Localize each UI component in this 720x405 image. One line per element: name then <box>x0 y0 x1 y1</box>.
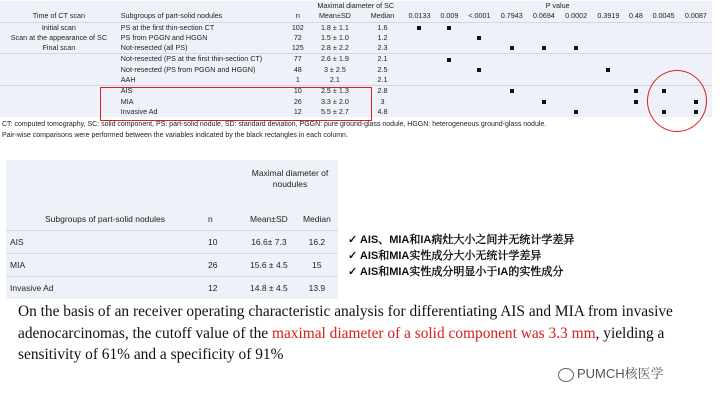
comparison-square-icon <box>574 46 578 50</box>
cell-time <box>0 75 118 86</box>
bottom-cell-sub: MIA <box>6 253 204 276</box>
top-header-row <box>0 11 712 22</box>
cell-comparison-mark <box>436 43 464 54</box>
col-pvalue: 0.3919 <box>592 11 624 22</box>
col-median: Median <box>362 11 404 22</box>
top-table-row <box>0 33 712 43</box>
bottom-cell-median: 16.2 <box>296 230 338 253</box>
cell-comparison-mark <box>436 97 464 107</box>
bottom-cell-n: 26 <box>204 253 242 276</box>
cell-mean: 3 ± 2.5 <box>323 64 346 74</box>
cell-n: 125 <box>287 43 308 54</box>
cell-comparison-mark <box>463 97 495 107</box>
watermark: PUMCH核医学 <box>558 363 664 382</box>
cell-comparison-mark <box>624 43 647 54</box>
cell-comparison-mark <box>528 97 560 107</box>
check-icon: ✓ <box>348 266 358 278</box>
cell-mean: 2.5 ± 1.3 <box>320 86 349 96</box>
cell-time: Scan at the appearance of SC <box>10 32 108 42</box>
cell-median: 3 <box>380 96 385 106</box>
cell-median: 2.1 <box>377 54 388 64</box>
check-icon: ✓ <box>348 234 358 246</box>
cell-comparison-mark <box>647 22 679 33</box>
cell-comparison-mark <box>528 75 560 86</box>
cell-comparison-mark <box>560 97 592 107</box>
top-table-row <box>0 54 712 65</box>
conclusion-paragraph: On the basis of an receiver operating characteristic analysis for differentiating AIS and MIA from invasive adenocarcinomas, the cutoff value of the maximal diameter of a solid component was 3.3 mm, yielding a sensitivity of 61% and a specificity of 91% <box>18 303 673 363</box>
cell-comparison-mark <box>496 97 528 107</box>
bottom-header-row <box>6 190 338 230</box>
cell-median: 4.8 <box>377 106 388 116</box>
col-pvalue: 0.0087 <box>680 11 712 22</box>
bullet-item: ✓ AIS和MIA实性成分大小无统计学差异 <box>348 250 542 262</box>
cell-comparison-mark <box>592 75 624 86</box>
cell-comparison-mark <box>436 107 464 117</box>
highlight-ellipse <box>647 70 707 132</box>
cell-subgroup: AIS <box>120 86 133 96</box>
cell-comparison-mark <box>592 107 624 117</box>
cell-comparison-mark <box>403 43 435 54</box>
cell-comparison-mark <box>463 22 495 33</box>
cell-comparison-mark <box>496 65 528 75</box>
cell-mean: 5.5 ± 2.7 <box>320 106 349 116</box>
cell-comparison-mark <box>436 86 464 97</box>
cell-comparison-mark <box>403 75 435 86</box>
col-pvalue: <.0001 <box>463 11 495 22</box>
col-pvalue: 0.0045 <box>647 11 679 22</box>
cell-comparison-mark <box>496 54 528 65</box>
cell-subgroup: Invasive Ad <box>120 106 158 116</box>
highlight-rectangle <box>100 87 372 121</box>
cell-comparison-mark <box>680 54 712 65</box>
cell-comparison-mark <box>624 75 647 86</box>
footnote-abbreviations: CT: computed tomography, SC: solid component, PS: part-solid nodule, SD: standard deviation, PGGN: pure ground-glass nodule, HGGN: heterogeneous ground-glass nodule. <box>2 121 547 128</box>
cell-comparison-mark <box>436 54 464 65</box>
cell-comparison-mark <box>592 65 624 75</box>
cell-comparison-mark <box>528 43 560 54</box>
bottom-cell-mean: 14.8 ± 4.5 <box>242 276 296 299</box>
cell-comparison-mark <box>647 43 679 54</box>
cell-comparison-mark <box>528 22 560 33</box>
cell-comparison-mark <box>463 107 495 117</box>
bottom-cell-mean: 16.6± 7.3 <box>242 230 296 253</box>
comparison-square-icon <box>510 46 514 50</box>
cell-comparison-mark <box>403 33 435 43</box>
cell-median: 2.8 <box>377 86 388 96</box>
col-pvalue: 0.7943 <box>496 11 528 22</box>
cell-comparison-mark <box>592 97 624 107</box>
cell-n: 12 <box>293 106 302 116</box>
footnote-comparisons: Pair-wise comparisons were performed between the variables indicated by the black rectangles in each column. <box>2 132 348 139</box>
top-table-row <box>0 22 712 33</box>
cell-comparison-mark <box>463 33 495 43</box>
cell-mean: 2.1 <box>308 75 361 86</box>
cell-comparison-mark <box>403 97 435 107</box>
cell-comparison-mark <box>592 22 624 33</box>
cell-mean: 1.5 ± 1.0 <box>320 32 349 42</box>
top-pvalue-header: P value <box>545 1 570 10</box>
cell-comparison-mark <box>528 33 560 43</box>
cell-mean: 3.3 ± 2.0 <box>320 96 349 106</box>
cell-median: 2.5 <box>377 64 388 74</box>
cell-comparison-mark <box>560 33 592 43</box>
top-table-row <box>0 75 712 86</box>
col-pvalue: 0.009 <box>436 11 464 22</box>
cell-comparison-mark <box>463 75 495 86</box>
bottom-table-row <box>6 276 338 299</box>
comparison-square-icon <box>542 100 546 104</box>
cell-comparison-mark <box>680 43 712 54</box>
cell-comparison-mark <box>463 86 495 97</box>
cell-comparison-mark <box>592 86 624 97</box>
cell-comparison-mark <box>624 65 647 75</box>
cell-time: Final scan <box>0 43 118 54</box>
comparison-square-icon <box>634 100 638 104</box>
cell-comparison-mark <box>624 107 647 117</box>
cell-comparison-mark <box>403 107 435 117</box>
cell-subgroup: PS at the first thin-section CT <box>120 22 215 32</box>
bottom-cell-n: 12 <box>204 276 242 299</box>
cell-comparison-mark <box>496 33 528 43</box>
bottom-table <box>6 160 338 299</box>
cell-comparison-mark <box>436 33 464 43</box>
cell-comparison-mark <box>496 22 528 33</box>
cell-comparison-mark <box>496 43 528 54</box>
cell-comparison-mark <box>496 107 528 117</box>
cell-comparison-mark <box>403 65 435 75</box>
bullet-item: ✓ AIS和MIA实性成分明显小于IA的实性成分 <box>348 266 564 278</box>
conclusion-bullets <box>348 232 574 280</box>
cell-time <box>0 65 118 75</box>
cell-time <box>0 54 118 65</box>
comparison-square-icon <box>510 89 514 93</box>
cell-comparison-mark <box>463 54 495 65</box>
cell-comparison-mark <box>560 75 592 86</box>
bottom-table-row <box>6 230 338 253</box>
cell-comparison-mark <box>560 107 592 117</box>
bottom-cell-n: 10 <box>204 230 242 253</box>
cell-subgroup: Not-resected (all PS) <box>118 43 288 54</box>
cell-n: 1 <box>287 75 308 86</box>
cell-time: Initial scan <box>41 22 76 32</box>
col-n: n <box>287 11 308 22</box>
bottom-col-mean: Mean±SD <box>250 213 288 224</box>
cell-comparison-mark <box>592 54 624 65</box>
comparison-square-icon <box>574 110 578 114</box>
cell-comparison-mark <box>436 22 464 33</box>
col-pvalue: 0.48 <box>624 11 647 22</box>
cell-comparison-mark <box>680 33 712 43</box>
bottom-col-median: Median <box>302 213 331 224</box>
cell-comparison-mark <box>436 75 464 86</box>
top-group-header: Maximal diameter of SC <box>317 1 395 10</box>
highlighted-text: maximal diameter of a solid component was 3.3 mm <box>271 324 596 342</box>
cell-mean: 1.8 ± 1.1 <box>320 22 349 32</box>
cell-median: 2.1 <box>362 75 404 86</box>
cell-comparison-mark <box>403 86 435 97</box>
cell-comparison-mark <box>463 43 495 54</box>
cell-n: 26 <box>293 96 302 106</box>
cell-subgroup: Not-resected (PS at the first thin-section CT) <box>120 54 263 64</box>
col-mean: Mean±SD <box>308 11 361 22</box>
bottom-col-subgroup: Subgroups of part-solid nodules <box>44 213 166 224</box>
cell-subgroup: AAH <box>118 75 288 86</box>
cell-comparison-mark <box>647 54 679 65</box>
cell-comparison-mark <box>560 54 592 65</box>
bottom-cell-median: 13.9 <box>296 276 338 299</box>
bottom-cell-sub: AIS <box>6 230 204 253</box>
cell-comparison-mark <box>403 22 435 33</box>
cell-comparison-mark <box>680 22 712 33</box>
comparison-square-icon <box>606 68 610 72</box>
cell-n: 10 <box>293 86 302 96</box>
comparison-square-icon <box>477 68 481 72</box>
cell-n: 72 <box>293 32 302 42</box>
cell-comparison-mark <box>496 86 528 97</box>
cell-n: 77 <box>293 54 302 64</box>
cell-subgroup: MIA <box>120 96 134 106</box>
cell-n: 48 <box>293 64 302 74</box>
comparison-square-icon <box>634 89 638 93</box>
cell-comparison-mark <box>463 65 495 75</box>
comparison-square-icon <box>542 46 546 50</box>
comparison-square-icon <box>447 26 451 30</box>
check-icon: ✓ <box>348 250 358 262</box>
cell-comparison-mark <box>436 65 464 75</box>
cell-comparison-mark <box>528 65 560 75</box>
bullet-item: ✓ AIS、MIA和IA病灶大小之间并无统计学差异 <box>348 234 575 246</box>
cell-comparison-mark <box>624 86 647 97</box>
cell-comparison-mark <box>624 33 647 43</box>
cell-mean: 2.6 ± 1.9 <box>320 54 349 64</box>
cell-comparison-mark <box>647 33 679 43</box>
bottom-group-header: Maximal diameter of noudules <box>251 168 329 189</box>
comparison-square-icon <box>447 58 451 62</box>
cell-comparison-mark <box>592 43 624 54</box>
cell-n: 102 <box>291 22 304 32</box>
cell-comparison-mark <box>528 54 560 65</box>
cell-comparison-mark <box>592 33 624 43</box>
cell-median: 1.2 <box>377 32 388 42</box>
cell-comparison-mark <box>560 65 592 75</box>
bottom-col-n: n <box>208 213 213 224</box>
bottom-cell-median: 15 <box>296 253 338 276</box>
cell-comparison-mark <box>528 107 560 117</box>
comparison-square-icon <box>417 26 421 30</box>
col-pvalue: 0.0002 <box>560 11 592 22</box>
cell-subgroup: Not-resected (PS from PGGN and HGGN) <box>120 64 256 74</box>
col-time: Time of CT scan <box>0 11 118 22</box>
cell-mean: 2.8 ± 2.2 <box>308 43 361 54</box>
cell-comparison-mark <box>403 54 435 65</box>
cell-comparison-mark <box>560 86 592 97</box>
cell-comparison-mark <box>496 75 528 86</box>
cell-comparison-mark <box>560 22 592 33</box>
bottom-table-row <box>6 253 338 276</box>
bottom-cell-mean: 15.6 ± 4.5 <box>242 253 296 276</box>
cell-comparison-mark <box>624 22 647 33</box>
col-pvalue: 0.0694 <box>528 11 560 22</box>
cell-comparison-mark <box>624 54 647 65</box>
cell-comparison-mark <box>624 97 647 107</box>
cell-comparison-mark <box>560 43 592 54</box>
col-subgroup: Subgroups of part-solid nodules <box>118 11 288 22</box>
comparison-square-icon <box>477 36 481 40</box>
top-table-row <box>0 43 712 54</box>
top-table-row <box>0 65 712 75</box>
col-pvalue: 0.0133 <box>403 11 435 22</box>
cell-comparison-mark <box>528 86 560 97</box>
cell-subgroup: PS from PGGN and HGGN <box>120 32 208 42</box>
cell-median: 1.6 <box>377 22 388 32</box>
wechat-icon <box>558 368 574 382</box>
cell-median: 2.3 <box>362 43 404 54</box>
bottom-cell-sub: Invasive Ad <box>6 276 204 299</box>
